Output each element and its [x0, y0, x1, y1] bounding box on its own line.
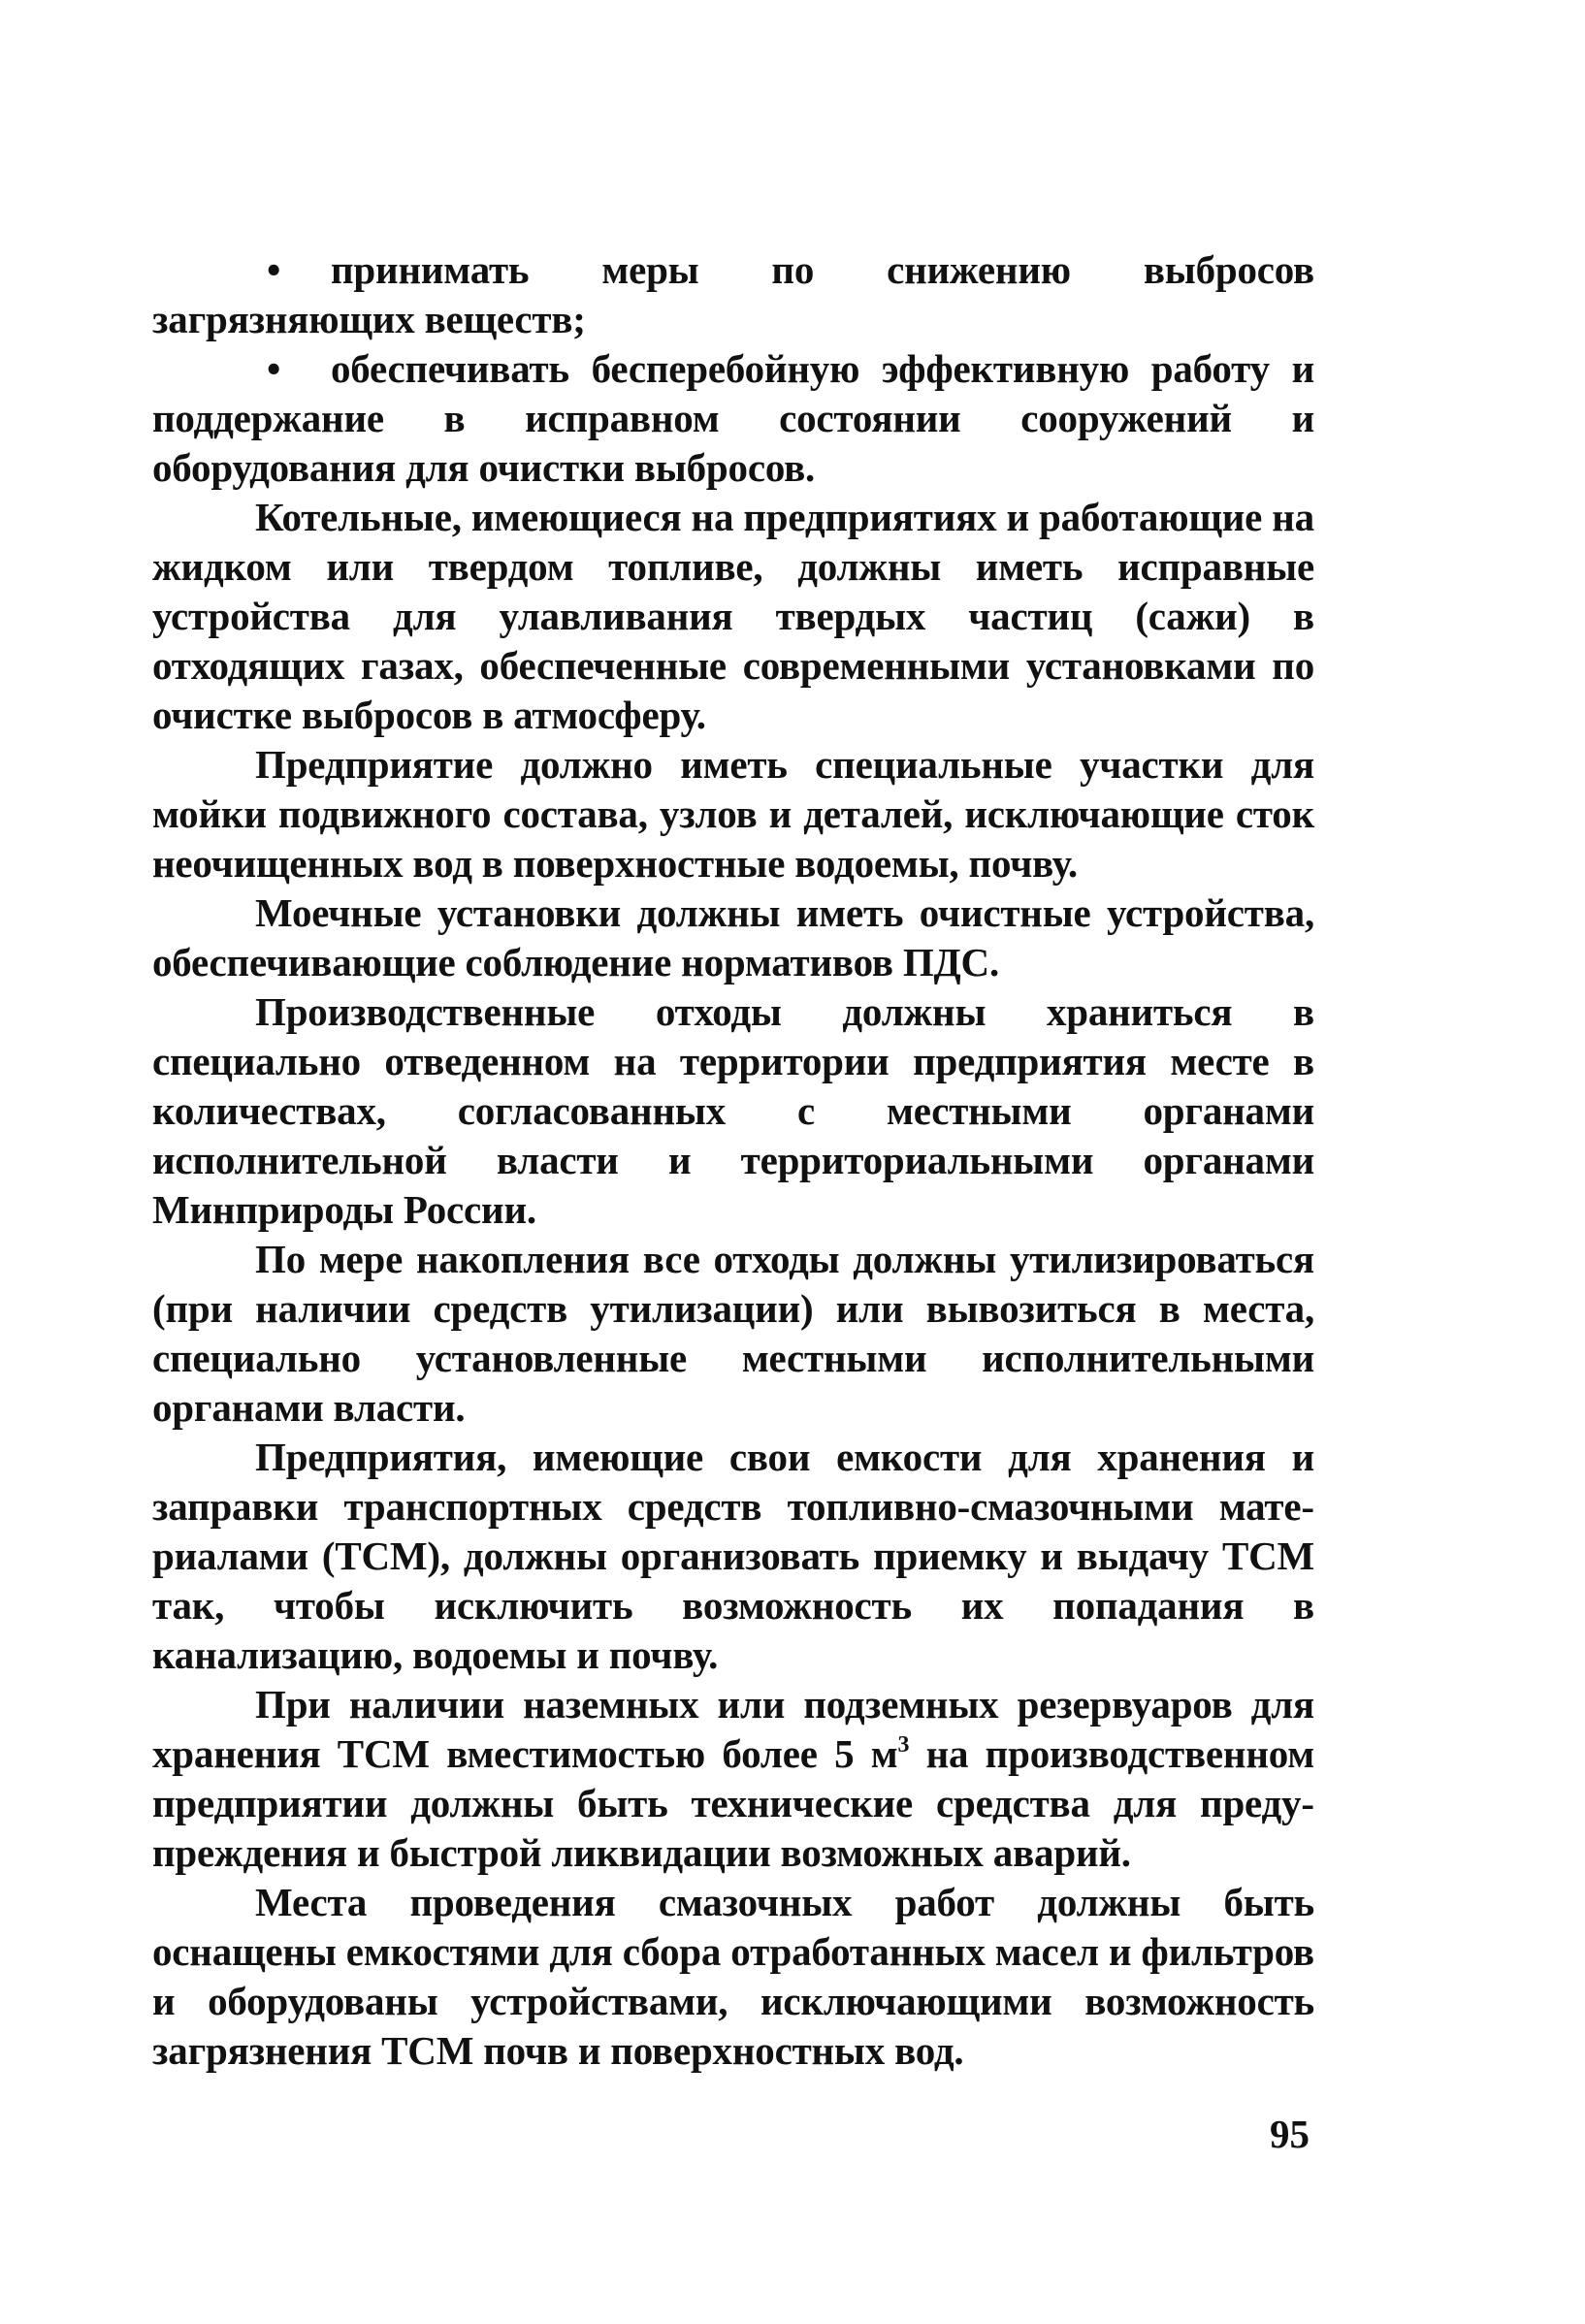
paragraph-washing-areas: Предприятие должно иметь специальные участки для мойки подвижного состава, узлов и деталей, исключающие сток неочищенных вод в поверхностные водоемы, почву. [152, 742, 1314, 886]
paragraph-waste-disposal: По мере накопления все отходы должны утилизироваться (при наличии средств утилизации) или вывозиться в места, специально установленные местными исполнительными органами власти. [152, 1237, 1314, 1430]
bullet-icon: • [267, 346, 281, 391]
bullet-text: принимать меры по снижению выбросов загрязняющих веществ; [152, 247, 1314, 341]
body-text [152, 245, 1314, 2076]
paragraph-fuel-storage: Предприятия, имеющие свои емкости для хранения и заправки транспортных средств топливно-смазочными материалами (ТСМ), должны организовать приемку и выдачу ТСМ так, чтобы исключить возможность их попадания в канализацию, водоемы и почву. [152, 1435, 1314, 1677]
paragraph-washing-units: Моечные установки должны иметь очистные устройства, обеспечивающие соблюдение нормативов ПДС. [152, 890, 1314, 984]
paragraph-tanks [152, 1680, 1314, 1878]
bullet-item [152, 245, 1314, 344]
tanks-text-start: При наличии наземных или подземных резервуаров для хранения ТСМ вместимостью более 5 м [152, 1682, 1314, 1776]
bullet-text: обеспечивать бесперебойную эффективную работу и поддержание в исправном состоянии сооружений и оборудования для очистки выбросов. [152, 346, 1314, 490]
tanks-text-end: на производственном предприятии должны быть технические средства для предупреждения и быстрой ликвидации возможных аварий. [152, 1731, 1314, 1875]
bullet-icon: • [267, 247, 281, 292]
bullet-item [152, 344, 1314, 493]
page-number: 95 [1270, 2112, 1310, 2156]
paragraph-lubrication: Места проведения смазочных работ должны быть оснащены емкостями для сбора отработанных масел и фильтров и оборудованы устройствами, исключающими возможность загрязнения ТСМ почв и поверхностных вод. [152, 1880, 1314, 2073]
paragraph-waste-storage: Производственные отходы должны храниться в специально отведенном на территории предприятия месте в количествах, согласованных с местными органами исполнительной власти и территориальными органами Минприроды России. [152, 989, 1314, 1232]
paragraph-boilers: Котельные, имеющиеся на предприятиях и работающие на жидком или твердом топливе, должны иметь исправные устройства для улавливания твердых частиц (сажи) в отходящих газах, обеспеченные современными установками по очистке выбросов в атмосферу. [152, 495, 1314, 737]
cubic-superscript: 3 [897, 1732, 910, 1758]
